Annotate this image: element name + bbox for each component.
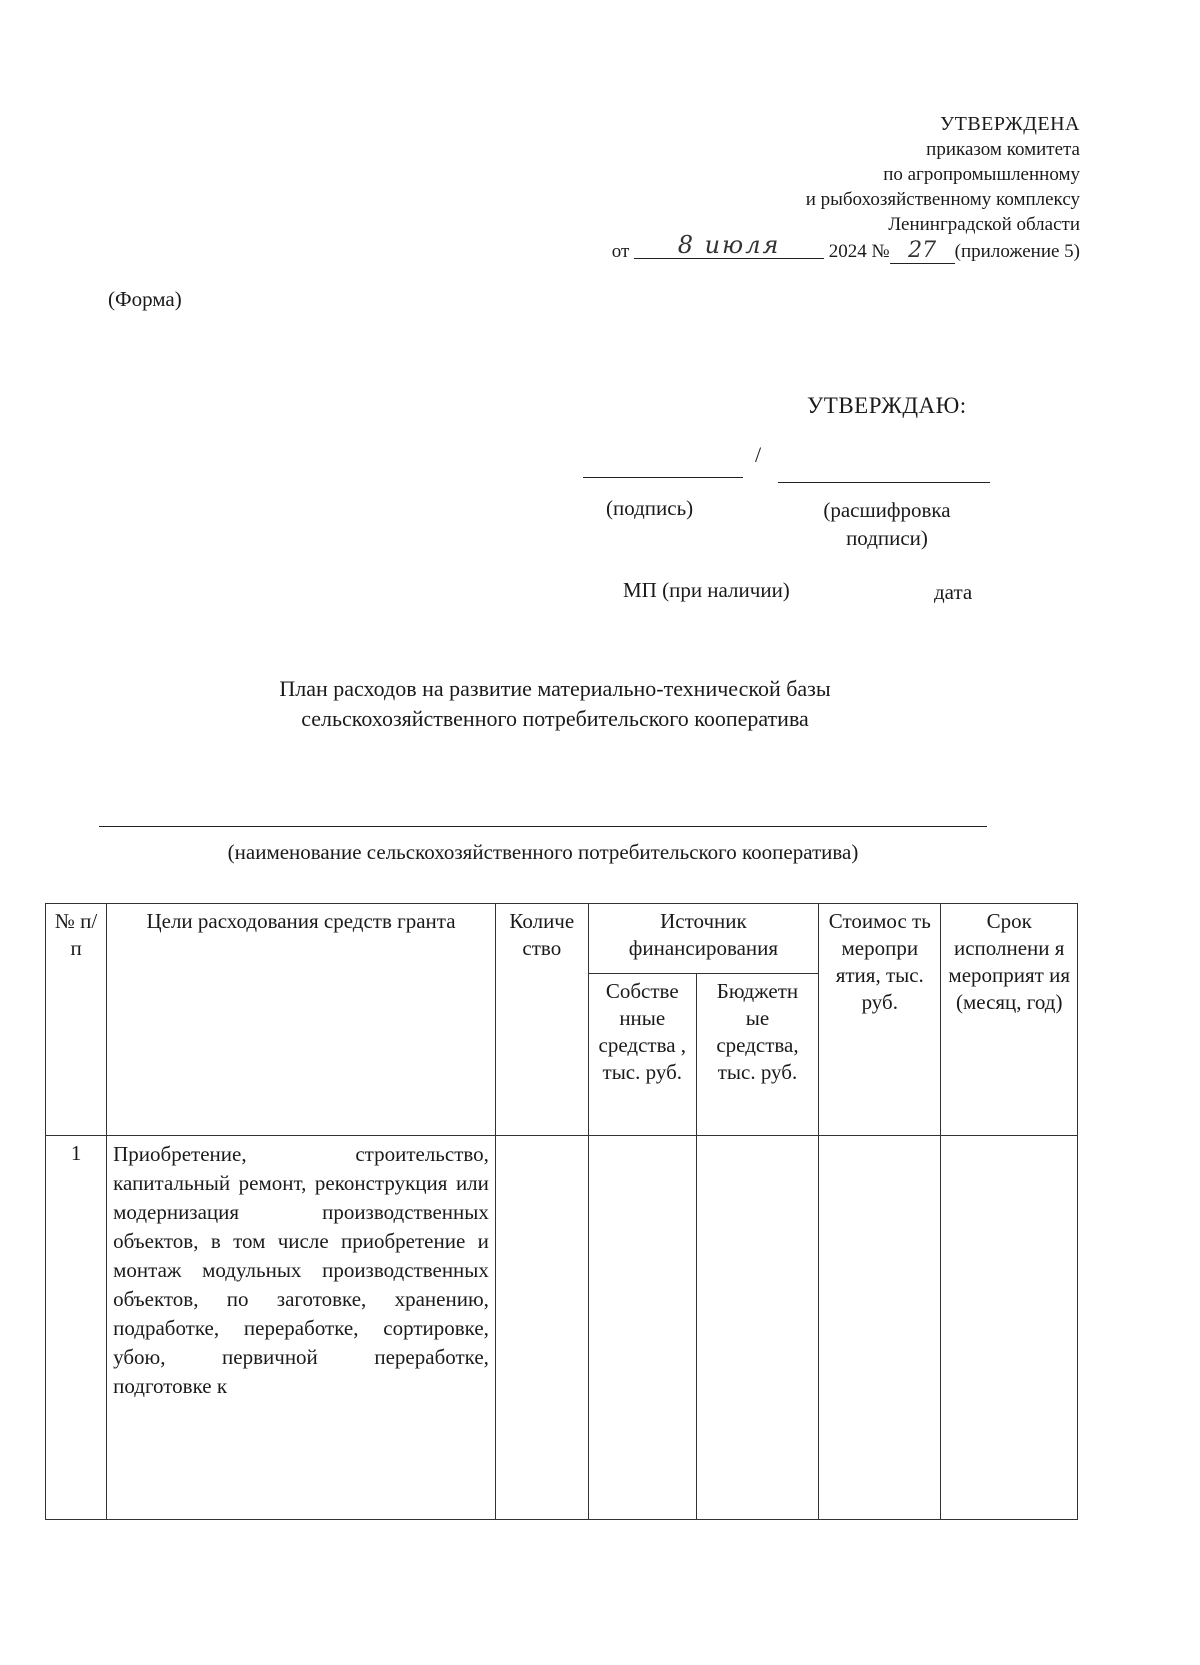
signature-decode-line (778, 482, 990, 483)
signature-slash: / (755, 442, 762, 467)
header-cost: Стоимос ть меропри ятия, тыс. руб. (819, 904, 941, 1136)
handwritten-number: 27 (890, 238, 955, 264)
header-own-funds: Собстве нные средства , тыс. руб. (588, 974, 696, 1136)
header-deadline: Срок исполнени я мероприят ия (месяц, год) (941, 904, 1078, 1136)
year-label: 2024 № (828, 241, 890, 262)
stamp-label: МП (при наличии) (623, 578, 790, 602)
approval-stamp-block (612, 112, 1080, 264)
expense-plan-table (45, 903, 1078, 1520)
approval-line-3: и рыбохозяйственному комплексу (805, 189, 1080, 210)
row-quantity (495, 1136, 588, 1520)
header-budget-funds: Бюджетн ые средства, тыс. руб. (696, 974, 818, 1136)
from-label: от (611, 241, 630, 262)
signature-label: (подпись) (606, 496, 694, 520)
row-budget-funds (696, 1136, 818, 1520)
document-title-line-2: сельскохозяйственного потребительского кооператива (301, 706, 809, 731)
table-row (46, 1136, 1078, 1520)
date-label: дата (934, 580, 973, 604)
approval-order-line (611, 231, 1080, 264)
approval-line-1: приказом комитета (926, 139, 1080, 160)
approval-line-4: Ленинградской области (888, 214, 1080, 235)
row-own-funds (588, 1136, 696, 1520)
header-source: Источник финансирования (588, 904, 818, 974)
cooperative-name-field (99, 826, 987, 827)
header-quantity: Количе ство (495, 904, 588, 1136)
row-deadline (941, 1136, 1078, 1520)
row-num: 1 (46, 1136, 107, 1520)
row-cost (819, 1136, 941, 1520)
document-title (150, 674, 960, 734)
appendix-label: (приложение 5) (954, 241, 1080, 262)
header-purpose: Цели расходования средств гранта (107, 904, 496, 1136)
signature-decode-label: (расшифровка подписи) (823, 498, 951, 550)
approval-line-2: по агропромышленному (883, 164, 1080, 185)
row-purpose: Приобретение, строительство, капитальный ремонт, реконструкция или модернизация производственных объектов, в том числе приобретение и монтаж модульных производственных объектов, по заготовке, хранению, подработке, переработке, сортировке, убою, первичной переработке, подготовке к (107, 1136, 496, 1520)
document-title-line-1: План расходов на развитие материально-технической базы (279, 676, 831, 701)
cooperative-name-caption: (наименование сельскохозяйственного потребительского кооператива) (227, 840, 859, 864)
approval-head: УТВЕРЖДЕНА (939, 113, 1080, 135)
form-label: (Форма) (108, 287, 182, 311)
header-num: № п/п (46, 904, 107, 1136)
signature-line (583, 477, 743, 478)
approve-title: УТВЕРЖДАЮ: (807, 393, 967, 418)
handwritten-date: 8 июля (634, 233, 824, 259)
